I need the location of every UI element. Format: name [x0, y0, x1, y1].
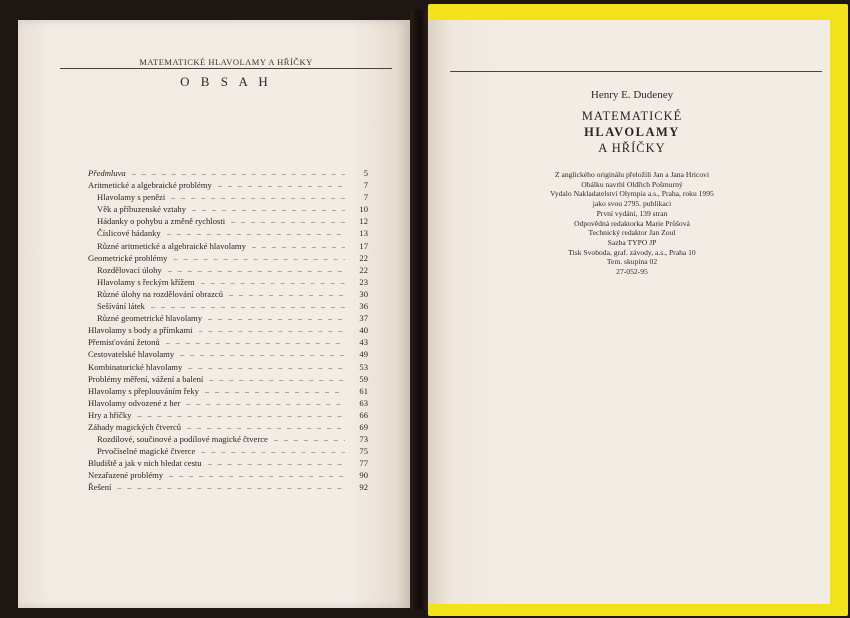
toc-entry [88, 469, 368, 481]
imprint-line: Technický redaktor Jan Zoul [588, 228, 676, 238]
imprint-line: Obálku navrhl Oldřich Pošmurný [581, 179, 683, 189]
toc-dot-leader [208, 313, 345, 325]
running-head: MATEMATICKÉ HLAVOLAMY A HŘÍČKY [139, 57, 313, 67]
toc-entry [88, 264, 368, 276]
title-line-2: HLAVOLAMY [584, 125, 680, 139]
toc-entry [88, 312, 368, 324]
toc-entry-page: 73 [359, 434, 368, 445]
toc-entry-title: Cestovatelské hlavolamy [88, 349, 175, 360]
table-of-contents [88, 167, 368, 494]
running-head-rule [60, 68, 392, 69]
toc-entry-title: Číslicové hádanky [97, 228, 161, 239]
toc-entry-title: Problémy měření, vážení a balení [88, 373, 204, 384]
author-name: Henry E. Dudeney [590, 89, 674, 101]
imprint-line: Sazba TYPO JP [607, 237, 657, 247]
toc-entry-title: Hlavolamy odvozené z her [88, 397, 181, 408]
toc-entry-page: 90 [359, 470, 368, 481]
toc-entry-title: Hry a hříčky [88, 409, 132, 420]
toc-entry-page: 77 [359, 458, 368, 469]
title-line-3: A HŘÍČKY [598, 141, 666, 155]
toc-entry [88, 252, 368, 264]
toc-entry-page: 75 [359, 446, 368, 457]
toc-entry-page: 22 [359, 264, 368, 275]
toc-entry-title: Bludiště a jak v nich hledat cestu [88, 458, 202, 469]
imprint-line: Tem. skupina 02 [606, 257, 658, 267]
toc-dot-leader [218, 180, 345, 192]
toc-entry-title: Hlavolamy s body a přímkami [88, 325, 193, 336]
toc-entry-title: Prvočíselné magické čtverce [97, 446, 196, 457]
toc-entry [88, 348, 368, 360]
toc-dot-leader [252, 241, 345, 253]
toc-entry [88, 179, 368, 191]
toc-entry-title: Různé geometrické hlavolamy [97, 313, 202, 324]
imprint-line: Vydalo Nakladatelství Olympia a.s., Praha, roku 1995 [550, 189, 714, 199]
book-title [452, 108, 812, 156]
toc-dot-leader [188, 362, 345, 374]
toc-dot-leader [201, 446, 345, 458]
toc-entry-title: Rozdělovací úlohy [97, 264, 162, 275]
toc-entry-title: Nezařazené problémy [88, 470, 164, 481]
toc-entry [88, 167, 368, 179]
toc-entry-title: Hlavolamy s přeplouváním řeky [88, 385, 199, 396]
toc-dot-leader [208, 458, 345, 470]
toc-entry-title: Řešení [88, 482, 112, 493]
toc-entry-page: 61 [359, 385, 368, 396]
toc-entry-title: Rozdílové, součinové a podílové magické čtverce [97, 434, 268, 445]
imprint-block [452, 170, 812, 277]
toc-entry [88, 361, 368, 373]
toc-dot-leader [199, 325, 345, 337]
toc-entry-page: 37 [359, 313, 368, 324]
toc-entry-page: 36 [359, 301, 368, 312]
toc-entry [88, 240, 368, 252]
toc-entry-page: 69 [359, 421, 368, 432]
toc-entry-page: 12 [359, 216, 368, 227]
toc-dot-leader [186, 398, 345, 410]
toc-entry [88, 215, 368, 227]
toc-entry-title: Věk a příbuzenské vztahy [97, 204, 187, 215]
toc-entry-page: 53 [359, 361, 368, 372]
toc-entry [88, 203, 368, 215]
toc-entry-page: 7 [363, 192, 368, 203]
toc-entry-page: 40 [359, 325, 368, 336]
imprint-line: První vydání, 139 stran [596, 208, 668, 218]
toc-entry [88, 300, 368, 312]
toc-entry-title: Kombinatorické hlavolamy [88, 361, 183, 372]
toc-entry-page: 59 [359, 373, 368, 384]
toc-entry-page: 13 [359, 228, 368, 239]
toc-entry [88, 433, 368, 445]
toc-entry-title: Hlavolamy s penězi [97, 192, 166, 203]
toc-entry-title: Přemisťování žetonů [88, 337, 160, 348]
toc-entry-page: 22 [359, 252, 368, 263]
toc-entry-page: 17 [359, 240, 368, 251]
imprint-line: Z anglického originálu přeložili Jan a Jana Hricovi [554, 170, 710, 179]
toc-entry-page: 7 [363, 180, 368, 191]
toc-entry [88, 421, 368, 433]
toc-entry-title: Různé aritmetické a algebraické hlavolamy [97, 240, 246, 251]
toc-dot-leader [231, 216, 345, 228]
toc-dot-leader [229, 289, 345, 301]
imprint-line: Tisk Svoboda, graf. závody, a.s., Praha 10 [568, 247, 696, 257]
toc-entry-title: Sešívání látek [97, 301, 145, 312]
toc-entry-title: Předmluva [88, 168, 126, 178]
contents-heading: O B S A H [180, 74, 272, 89]
imprint-line: 27-052-95 [616, 267, 648, 277]
toc-entry-title: Různé úlohy na rozdělování obrazců [97, 288, 223, 299]
toc-entry [88, 191, 368, 203]
toc-entry [88, 324, 368, 336]
toc-dot-leader [171, 192, 345, 204]
toc-entry [88, 276, 368, 288]
toc-entry [88, 385, 368, 397]
toc-dot-leader [166, 337, 345, 349]
toc-entry [88, 397, 368, 409]
toc-entry-title: Záhady magických čtverců [88, 421, 182, 432]
toc-entry-title: Aritmetické a algebraické problémy [88, 180, 212, 191]
toc-entry [88, 227, 368, 239]
toc-entry-page: 63 [359, 397, 368, 408]
toc-dot-leader [169, 470, 345, 482]
toc-entry-page: 10 [359, 204, 368, 215]
toc-entry-page: 23 [359, 276, 368, 287]
toc-entry [88, 409, 368, 421]
toc-entry [88, 481, 368, 493]
imprint-line: jako svou 2795. publikaci [592, 199, 672, 209]
toc-entry [88, 373, 368, 385]
toc-dot-leader [173, 253, 345, 265]
toc-dot-leader [274, 434, 345, 446]
book-gutter [410, 10, 428, 610]
title-line-1: MATEMATICKÉ [581, 109, 683, 123]
toc-entry-title: Hádanky o pohybu a změně rychlosti [97, 216, 226, 227]
toc-entry [88, 288, 368, 300]
toc-dot-leader [117, 482, 345, 494]
toc-dot-leader [205, 386, 345, 398]
toc-entry-page: 5 [363, 168, 368, 178]
toc-entry-page: 30 [359, 288, 368, 299]
toc-entry [88, 336, 368, 348]
toc-entry [88, 445, 368, 457]
toc-entry-title: Hlavolamy s řeckým křížem [97, 276, 195, 287]
toc-entry [88, 457, 368, 469]
toc-entry-page: 92 [359, 482, 368, 493]
imprint-line: Odpovědná redaktorka Marie Průšová [574, 218, 690, 228]
toc-entry-page: 49 [359, 349, 368, 360]
toc-entry-title: Geometrické problémy [88, 252, 168, 263]
toc-entry-page: 66 [359, 409, 368, 420]
title-page-rule [450, 71, 822, 72]
toc-entry-page: 43 [359, 337, 368, 348]
toc-dot-leader [209, 374, 345, 386]
toc-dot-leader [180, 349, 345, 361]
